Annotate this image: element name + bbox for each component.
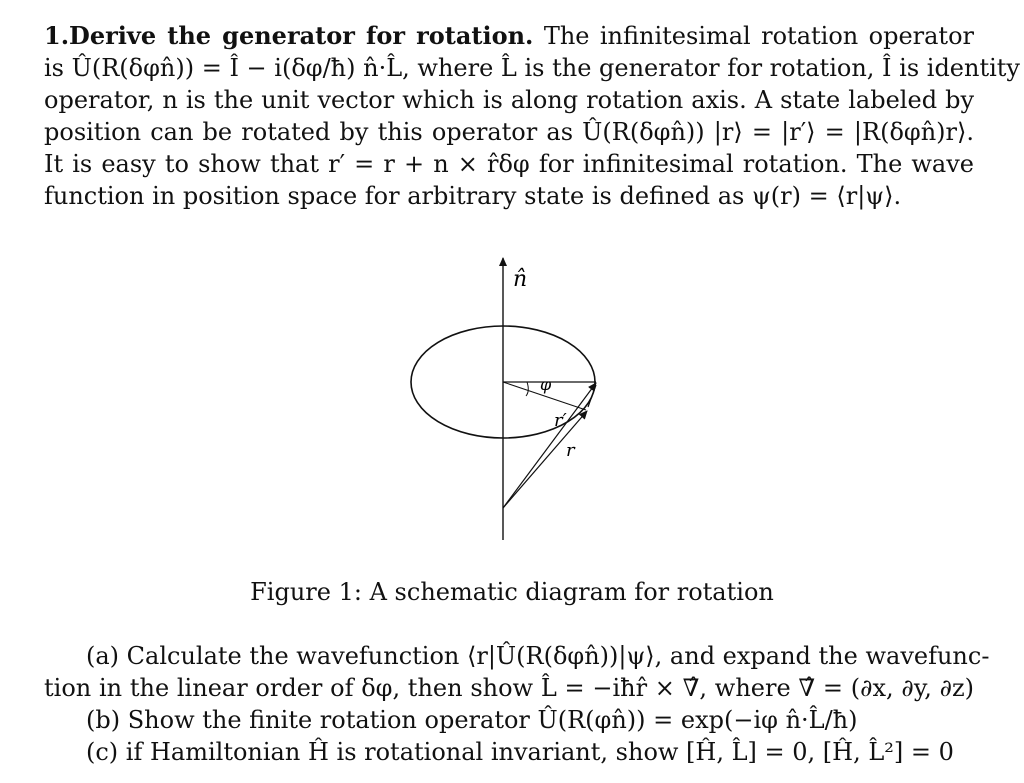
- problem-line-6: function in position space for arbitrary state is defined as ψ(r) = ⟨r|ψ⟩.: [44, 182, 902, 210]
- question-a-line-1: (a) Calculate the wavefunction ⟨r|Û(R(δφn̂))|ψ⟩, and expand the wavefunc-: [86, 642, 990, 670]
- label-r-prime: r′: [554, 410, 567, 431]
- questions-list: [44, 640, 990, 768]
- problem-line-4: position can be rotated by this operator as Û(R(δφn̂)) |r⟩ = |r′⟩ = |R(δφn̂)r⟩.: [44, 118, 974, 146]
- problem-heading: 1.Derive the generator for rotation.: [44, 21, 534, 50]
- question-c: (c) if Hamiltonian Ĥ is rotational invariant, show [Ĥ, L̂] = 0, [Ĥ, L̂²] = 0: [86, 738, 954, 766]
- label-phi: φ: [540, 375, 552, 394]
- question-b: (b) Show the finite rotation operator Û(R(φn̂)) = exp(−iφ n̂·L̂/ħ): [86, 706, 858, 734]
- label-r: r: [566, 440, 575, 461]
- vector-r: [503, 383, 596, 508]
- problem-line-2: is Û(R(δφn̂)) = Î − i(δφ/ħ) n̂·L̂, where L̂ is the generator for rotation, Î is identity: [44, 54, 1020, 82]
- problem-line-1-text: The infinitesimal rotation operator: [543, 22, 974, 50]
- question-a-line-2: tion in the linear order of δφ, then show L̂ = −iħr̂ × ∇̂, where ∇̂ = (∂x, ∂y, ∂z): [44, 674, 974, 702]
- figure-caption: Figure 1: A schematic diagram for rotation: [250, 578, 774, 606]
- problem-line-5: It is easy to show that r′ = r + n × r̂δφ for infinitesimal rotation. The wave: [44, 150, 974, 178]
- label-n-hat: n̂: [513, 267, 528, 292]
- problem-line-3: operator, n is the unit vector which is along rotation axis. A state labeled by: [44, 86, 974, 114]
- phi-arc: [526, 382, 528, 396]
